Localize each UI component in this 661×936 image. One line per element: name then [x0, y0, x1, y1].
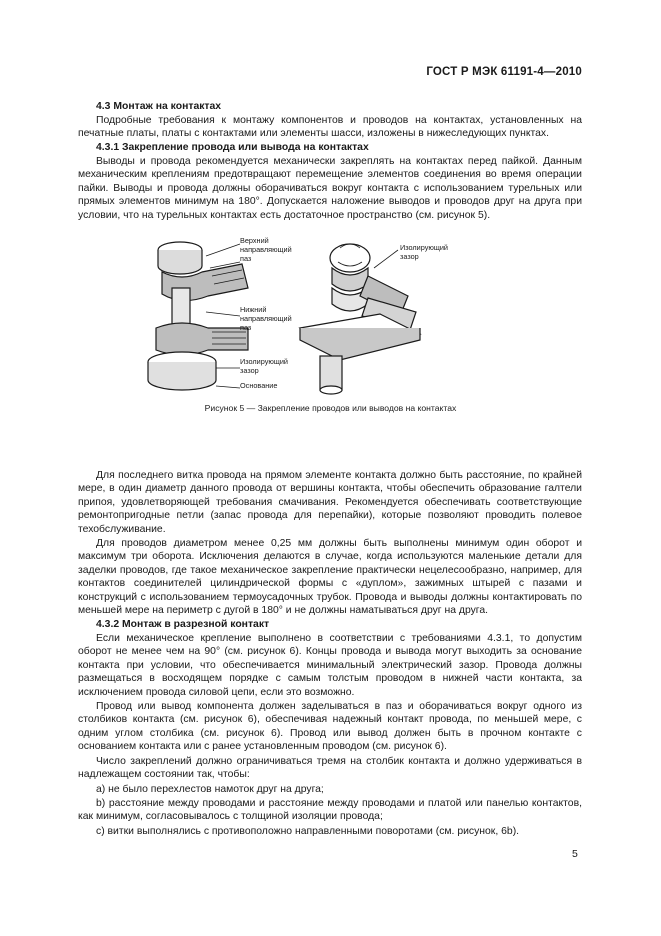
section-heading-4-3-1: 4.3.1 Закрепление провода или вывода на контактах [96, 142, 369, 153]
section-4-3-2-para2: Провод или вывод компонента должен заделываться в паз и оборачиваться вокруг одного из столбиков контакта (см. рисунок 6), обеспечивая надежный контакт провода, по меньшей мере, с одним углом столбика (см. рисунок 6). Провод или вывод должен быть в прочном контакте с основанием контакта или с ранее установленным проводом (см. рисунок 6). [78, 701, 582, 753]
label-lower-groove-1: Нижний [240, 305, 267, 314]
section-4-3-2-para1: Если механическое крепление выполнено в соответствии с требованиями 4.3.1, то допустим оборот не менее чем на 90° (см. рисунок 6). Концы провода и вывода могут выходить за основание контакта при условии, что обеспечивается минимальный электрический зазор. Провода должны размещаться в восходящем порядке с самым толстым проводом в нижней части контакта, за исключением провода силовой цепи, если это возможно. [78, 633, 582, 698]
page-number: 5 [572, 848, 578, 860]
figure-5-caption: Рисунок 5 — Закрепление проводов или выводов на контактах [204, 403, 457, 413]
section-heading-4-3: 4.3 Монтаж на контактах [96, 101, 222, 112]
post-terminal-drawing [300, 244, 420, 394]
section-4-3-1-para: Выводы и провода рекомендуется механически закреплять на контактах перед пайкой. Данным механическим креплениям предотвращают перемещение элементов соединения во время операции пайки. Выводы и провода должны оборачиваться вокруг контакта с использованием турельных или прямых элементов минимум на 180°. Допускается наложение выводов и проводов друг на друга при условии, что на турельных контактах есть достаточное пространство (см. рисунок 5). [78, 156, 582, 221]
label-lower-groove-3: паз [240, 323, 252, 332]
figure-5-illustration [140, 228, 540, 400]
label-upper-groove-2: направляющий [240, 245, 292, 254]
label-base: Основание [240, 381, 278, 390]
list-item-a: a) не было перехлестов намоток друг на друга; [96, 784, 324, 795]
para-diameter: Для проводов диаметром менее 0,25 мм должны быть выполнены минимум один оборот и максимум три оборота. Исключения делаются в случае, когда используются маленькие детали для заделки проводов, где такое механическое закрепление практически нецелесообразно, например, для контактов соединителей цилиндрической формы с «дуплом», зажимных штырей с пазами и конструкций с использованием термоусадочных трубок. Провода и выводы должны контактировать по меньшей мере на периметр с дугой в 180° и не должны наматываться друг на друга. [78, 538, 582, 617]
section-4-3-2-para3: Число закреплений должно ограничиваться тремя на столбик контакта и должно удерживаться в надлежащем состоянии так, чтобы: [78, 756, 582, 781]
section-heading-4-3-2: 4.3.2 Монтаж в разрезной контакт [96, 619, 270, 630]
label-upper-groove-1: Верхний [240, 236, 269, 245]
section-4-3-intro: Подробные требования к монтажу компонентов и проводов на контактах, установленных на печатные платы, платы с контактами или элементы шасси, изложены в нижеследующих пунктах. [78, 115, 582, 140]
document-header: ГОСТ Р МЭК 61191-4—2010 [426, 66, 582, 78]
label-right-gap-2: зазор [400, 252, 419, 261]
label-right-gap-1: Изолирующий [400, 243, 448, 252]
list-item-c: c) витки выполнялись с противоположно направленными поворотами (см. рисунок, 6b). [96, 826, 520, 837]
label-lower-groove-2: направляющий [240, 314, 292, 323]
list-item-b: b) расстояние между проводами и расстояние между проводами и платой или панелью контактов, как минимум, согласовывалось с толщиной изоляции провода; [78, 798, 582, 823]
para-last-turn: Для последнего витка провода на прямом элементе контакта должно быть расстояние, по крайней мере, в один диаметр данного провода от вершины контакта, чтобы обеспечить образование галтели припоя, удовлетворяющей требования смачивания. Рекомендуется обеспечивать соответствующие ремонтопригодные петли (запас провода для перепайки), которые позволяют проводить полевое техобслуживание. [78, 470, 582, 535]
label-gap-1: Изолирующий [240, 357, 288, 366]
label-upper-groove-3: паз [240, 254, 252, 263]
label-gap-2: зазор [240, 366, 259, 375]
